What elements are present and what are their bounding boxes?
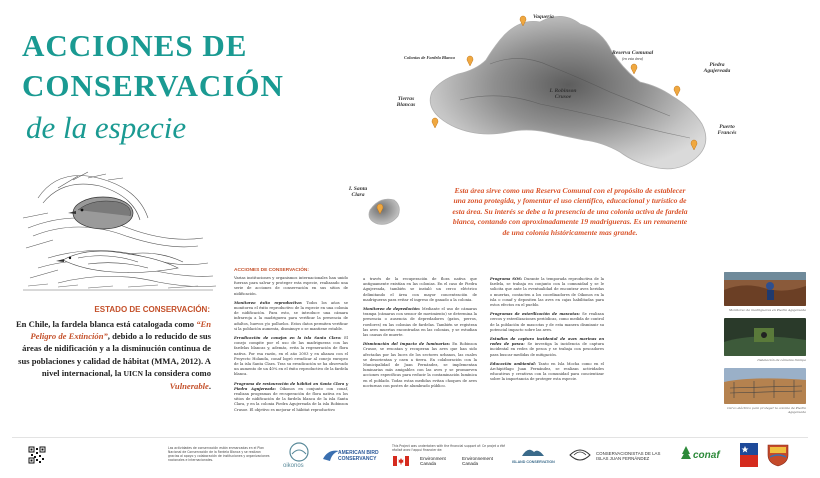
oikonos-logo-icon: [288, 442, 310, 462]
acciones-p6-title: Disminución del impacto de luminarias:: [363, 342, 451, 347]
env-canada-line-1: Environment: [420, 456, 446, 461]
acciones-p10-body: Tanto en Isla Mocha como en el Archipiélago Juan Fernández, se realizan actividades educativas y creativas con la comunidad para concientizar sobre la importancia de proteger esta especie.: [490, 361, 604, 382]
status-text-4: .: [208, 381, 211, 392]
env-canada-line-2: Canada: [420, 461, 437, 467]
acciones-p1-body: Todos los años se monitorea el éxito reproductivo de la especie en una colonia de nidificación. Para esto, se introduce una cámara infrarroja a la madriguera para verificar la presencia de adultos, huevos y/o polluelos. Estos datos permiten verificar si la población aumenta, disminuye o se mantiene estable.: [234, 300, 348, 331]
footer-project-text: This Project was undertaken with the financial support of: Ce projet a été réalisé avec l'appui financier de:: [392, 444, 505, 452]
label-tierras: Tierras Blancas: [396, 96, 416, 109]
footer-left-text: Las actividades de conservación están enmarcadas en el Plan Nacional de Conservación de la Fardela Blanca y se realizan gracias al apoyo y colaboración de instituciones y organizaciones nacionales e internacionales.: [168, 446, 270, 462]
acciones-heading: ACCIONES DE CONSERVACIÓN:: [234, 268, 309, 273]
label-reserva-sub: (en esta área): [622, 57, 644, 62]
env-canada-fr-line-2: Canada: [462, 461, 479, 467]
acciones-p7: [490, 277, 604, 308]
acciones-p3: [234, 382, 348, 413]
acciones-intro: Varias instituciones y organismos internacionales han unido fuerzas para salvar y proteger esta especie, realizando una serie de acciones de conservación en sus sitios de nidificación.: [234, 276, 348, 296]
acciones-p7-body: Durante la temporada reproductiva de la fardela, se trabaja en conjunto con la comunidad y se le solicita que ante la eventualidad de encontrar aves heridas o muertas, contacten a los coordinadores de Oikonos en la isla o conaf y depositen las aves en cajas habilitadas para estos efectos en el pueblo.: [490, 277, 604, 308]
caption-photo-3: Cerco eléctrico para proteger la colonia de Piedra Agujereada: [727, 406, 806, 414]
logo-island-conservation: ISLAND CONSERVATION: [512, 460, 555, 464]
photo-burrow-monitoring: [724, 272, 806, 306]
logo-cjf: [596, 451, 660, 461]
marker-reserva: [631, 64, 637, 74]
logo-abc-line-2: CONSERVANCY: [338, 456, 377, 462]
logo-oikonos: oikonos: [283, 463, 304, 469]
logo-abc: [338, 450, 379, 462]
status-text-2: , debido a lo reducido de sus áreas de nidificación y a la disminución continua de sus poblaciones y calidad de hábitat (MMA, 2012). A nivel internacional, la: [18, 331, 211, 378]
label-colonias: Colonias de Fardela Blanca: [404, 55, 455, 60]
map-note: Esta área sirve como una Reserva Comunal con el propósito de establecer una zona protegida, y fomentar el uso científico, educacional y turístico de esta área. Su interés se debe a la presencia de una colonia activa de fardela blanca, contando con aproximadamente 19 madrigueras. Es un remanente de una colonia históricamente mas grande.: [452, 186, 688, 237]
acciones-p5-body: Mediante el uso de cámaras trampa (cámaras con sensor de movimiento) se determina la presencia o ausencia de depredadores (gatos, perros, roedores) en las colonias de fardelas. También se registran las aves muertas encontradas en las colonias, y se estudian las causas de muerte.: [363, 307, 477, 338]
marker-tierras-blancas: [432, 118, 438, 128]
acciones-p8: [490, 312, 604, 333]
caption-photo-2: Instalación de cámaras trampa: [757, 358, 806, 362]
logo-conaf: conaf: [693, 450, 720, 461]
status-heading: ESTADO DE CONSERVACIÓN:: [94, 305, 210, 314]
logo-environment-canada: [420, 456, 446, 467]
status-em-endangered: “En Peligro de Extinción”: [30, 319, 211, 342]
label-reserva: [612, 50, 653, 63]
acciones-p8-body: Se realizan cercos y esterilizaciones periódicas, como medida de control de la población de mascotas y de esta manera disminuir su potencial impacto sobre las aves.: [490, 312, 604, 332]
acciones-p3-title: Programa de restauración de hábitat en Santa Clara y Piedra Agujereada:: [234, 381, 348, 391]
status-text-3: la considera como: [142, 367, 211, 378]
santa-clara-island: [369, 199, 399, 224]
qr-code-icon[interactable]: [28, 446, 46, 464]
acciones-p5-title: Monitoreo de depredación:: [363, 307, 421, 312]
logo-cjf-line-2: ISLAS JUAN FERNÁNDEZ: [596, 456, 650, 462]
logo-environnement-canada: [462, 456, 493, 467]
acciones-p9-title: Estudios de captura incidental de aves marinas en redes de pesca:: [490, 337, 604, 347]
logo-cjf-line-1: CONSERVACIONISTAS DE LAS: [596, 451, 661, 456]
acciones-p4: a través de la recuperación de flora nativa que antiguamente existían en las colonias. En el caso de Piedra Agujereada, también se instaló un cerco eléctrico delimitando el área con mayor concentración de madrigueras para evitar el ingreso de ganado a la colonia.: [363, 277, 477, 302]
acciones-p8-title: Programas de esterilización de mascotas:: [490, 312, 580, 317]
acciones-column-1: [234, 268, 348, 417]
acciones-p6-body: En Robinson Crusoe, se rescatan y recuperan las aves que han sido afectadas por las luces de los sectores urbanos, las cuales se desorientan y caen a tierra. En colaboración con la Municipalidad de Juan Fernández, se implementan luminarias más amigables con las aves y se promueven acciones específicas para reducir la contaminación lumínica en el poblado. Todas estas medidas evitan choques de aves nocturnas con postes de alumbrado público.: [363, 342, 477, 388]
status-org: UICN: [123, 368, 143, 378]
island-conservation-icon: [520, 444, 546, 458]
status-text: [12, 318, 211, 392]
env-canada-fr-line-1: Environnement: [462, 456, 493, 461]
acciones-p5: [363, 307, 477, 338]
photo-electric-fence: [724, 368, 806, 404]
acciones-p9-body: Se investiga la incidencia de captura incidental en redes de pesca y se trabaja con pescadores para buscar medidas de mitigación.: [490, 342, 605, 357]
marker-piedra: [674, 86, 680, 96]
acciones-p9: [490, 337, 604, 358]
acciones-p10: [490, 362, 604, 383]
acciones-p1: [234, 301, 348, 332]
chile-gov-logo-icon: [740, 443, 758, 467]
caption-photo-1: Monitoreo de madrigueras en Piedra Agujereada: [729, 308, 806, 312]
logo-abc-line-1: AMERICAN BIRD: [338, 450, 379, 456]
acciones-column-3: [490, 277, 604, 387]
acciones-p1-title: Monitoreo éxito reproductivo:: [234, 300, 303, 305]
label-vaqueria: Vaquería: [533, 14, 554, 20]
cjf-logo-icon: [568, 445, 592, 465]
acciones-p2-title: Erradicación de conejos en la isla Santa Clara:: [234, 336, 342, 341]
acciones-p7-title: Programa SOS:: [490, 277, 523, 281]
acciones-p10-title: Educación ambiental:: [490, 361, 536, 366]
label-santa-clara: I. Santa Clara: [348, 186, 368, 199]
title-line-2: CONSERVACIÓN: [22, 68, 284, 103]
photo-camera-trap: [724, 318, 806, 356]
label-puerto: Puerto Francés: [717, 124, 737, 137]
acciones-p3-body: Oikonos en conjunto con conaf, realizan programas de recuperación de flora nativa en los sitios de nidificación de la fardela blanca de la isla Santa Clara, y en la colonia Piedra Agujereada de la isla Robinson Crusoe. El objetivo es mejorar el hábitat reproductivo: [234, 386, 348, 412]
title-line-1: ACCIONES DE: [22, 28, 248, 63]
canada-flag-icon: [393, 456, 409, 466]
status-em-vulnerable: Vulnerable: [169, 381, 209, 392]
acciones-p2-body: El conejo compite por el uso de las madrigueras con las fardelas blancas y, además, evita la regeneración de flora nativa. Por esa razón, en el año 2003 y en alianza con el Proyecto Holanda, conaf logró erradicar al conejo europeo de la isla Santa Clara. Tras su erradicación se ha observado un aumento de un 40% en el éxito reproductivo de la fardela blanca.: [234, 336, 348, 377]
acciones-p2: [234, 336, 348, 378]
label-reserva-name: Reserva Comunal: [612, 50, 654, 56]
label-robinson: I. Robinson Crusoe: [549, 88, 577, 101]
municipal-shield-icon: [766, 443, 790, 467]
acciones-p6: [363, 342, 477, 389]
acciones-column-2: [363, 277, 477, 393]
label-piedra: Piedra Agujereada: [703, 62, 731, 75]
footer-divider: [12, 437, 808, 438]
bird-illustration: [18, 158, 218, 298]
status-text-1: En Chile, la fardela blanca está catalogada como: [15, 319, 195, 329]
title-line-3: de la especie: [26, 110, 187, 145]
marker-colonias: [467, 56, 473, 66]
